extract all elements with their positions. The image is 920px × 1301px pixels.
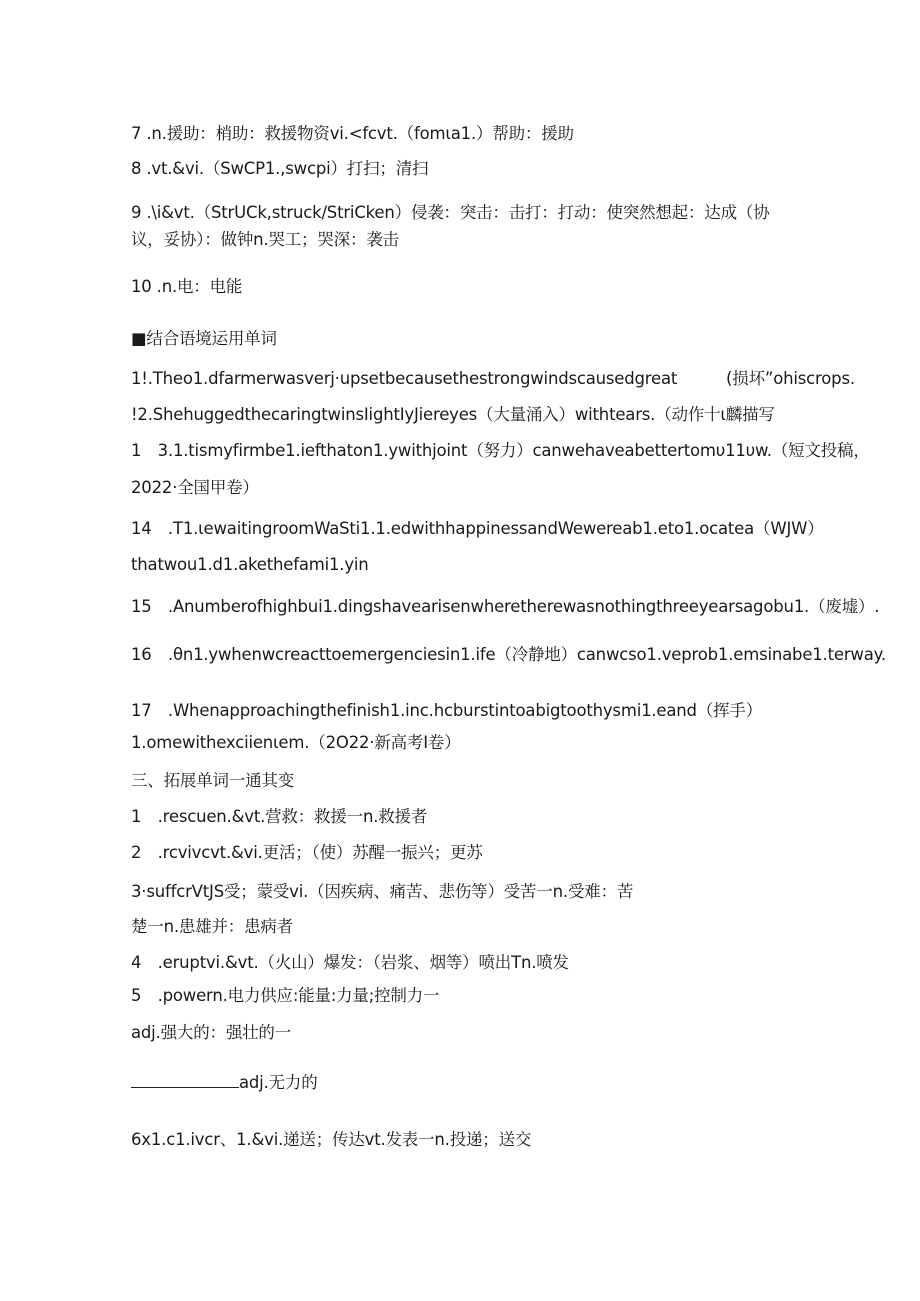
context-line: 1!.Theo1.dfarmerwasverj·upsetbecausethestrongwindscausedgreat (损坏”ohiscrops. [131, 369, 855, 388]
context-line: 15 .Anumberofhighbui1.dingshavearisenwheretherewasnothingthreeyearsagobu1.（废墟）. [131, 597, 880, 616]
item-text: 议，妥协）：做钟n.哭工；哭深：袭击 [131, 230, 399, 249]
item-text: .n.援助：梢助：救援物资vi.<fcvt.（fomιa1.）帮助：援助 [141, 124, 574, 143]
extend-line: 1 .rescuen.&vt.营救：救援一n.救援者 [131, 807, 428, 826]
context-line: thatwou1.d1.akethefami1.yin [131, 555, 369, 574]
section-heading-context: ■结合语境运用单词 [131, 329, 277, 348]
extend-line-with-blank [131, 1072, 318, 1094]
extend-line: 5 .powern.电力供应:能量:力量;控制力一 [131, 986, 440, 1005]
context-line: 2022·全国甲卷） [131, 478, 259, 497]
extend-line: 4 .eruptvi.&vt.（火山）爆发：（岩浆、烟等）喷出Tn.喷发 [131, 953, 569, 972]
blank-suffix: adj.无力的 [239, 1073, 318, 1092]
context-line: 17 .Whenapproachingthefinish1.inc.hcburstintoabigtoothysmi1.eand（挥手） [131, 701, 763, 720]
item-number: 8 [131, 159, 142, 178]
item-number: 9 [131, 203, 142, 222]
context-line: 16 .θn1.ywhenwcreacttoemergenciesin1.ife（冷静地）canwcso1.veprob1.emsinabe1.terway. [131, 645, 886, 664]
item-text: .vt.&vi.（SwCP1.,swcpi）打扫；清扫 [141, 159, 429, 178]
item-text: .n.电：电能 [151, 277, 243, 296]
vocab-item-8 [131, 158, 428, 180]
context-line: 1.omewithexciienιem.（2O22·新高考I卷） [131, 733, 461, 752]
extend-line: adj.强大的：强壮的一 [131, 1023, 292, 1042]
vocab-item-9 [131, 202, 770, 224]
context-line: !2.ShehuggedthecaringtwinsIightIyJiereyes（大量涌入）withtears.（动作十ι麟描写 [131, 405, 775, 424]
extend-line: 3·suffcrVtJS受；蒙受vi.（因疾病、痛苦、悲伤等）受苦一n.受难：苦 [131, 882, 634, 901]
extend-line: 6x1.c1.ivcr、1.&vi.递送；传达vt.发表一n.投递；送交 [131, 1130, 532, 1149]
section-heading-extend: 三、拓展单词一通其变 [131, 771, 295, 790]
vocab-item-10 [131, 276, 242, 298]
vocab-item-7 [131, 123, 574, 145]
context-line: 14 .T1.ιewaitingroomWaSti1.1.edwithhappinessandWewereab1.eto1.ocatea（WJW） [131, 519, 824, 538]
item-text: .\i&vt.（StrUCk,struck/StriCken）侵袭：突击：击打：打动：使突然想起：达成（协 [141, 203, 770, 222]
extend-line: 2 .rcvivcvt.&vi.更活；（使）苏醒一振兴；更苏 [131, 843, 483, 862]
context-line: 1 3.1.tismyfirmbe1.iefthaton1.ywithjoint（努力）canwehaveabettertomυ11υw.（短文投稿， [131, 441, 870, 460]
answer-blank [131, 1073, 239, 1088]
item-number: 7 [131, 124, 142, 143]
vocab-item-9-continued [131, 229, 399, 251]
item-number: 10 [131, 277, 152, 296]
extend-line: 楚一n.患雄并：患病者 [131, 917, 294, 936]
